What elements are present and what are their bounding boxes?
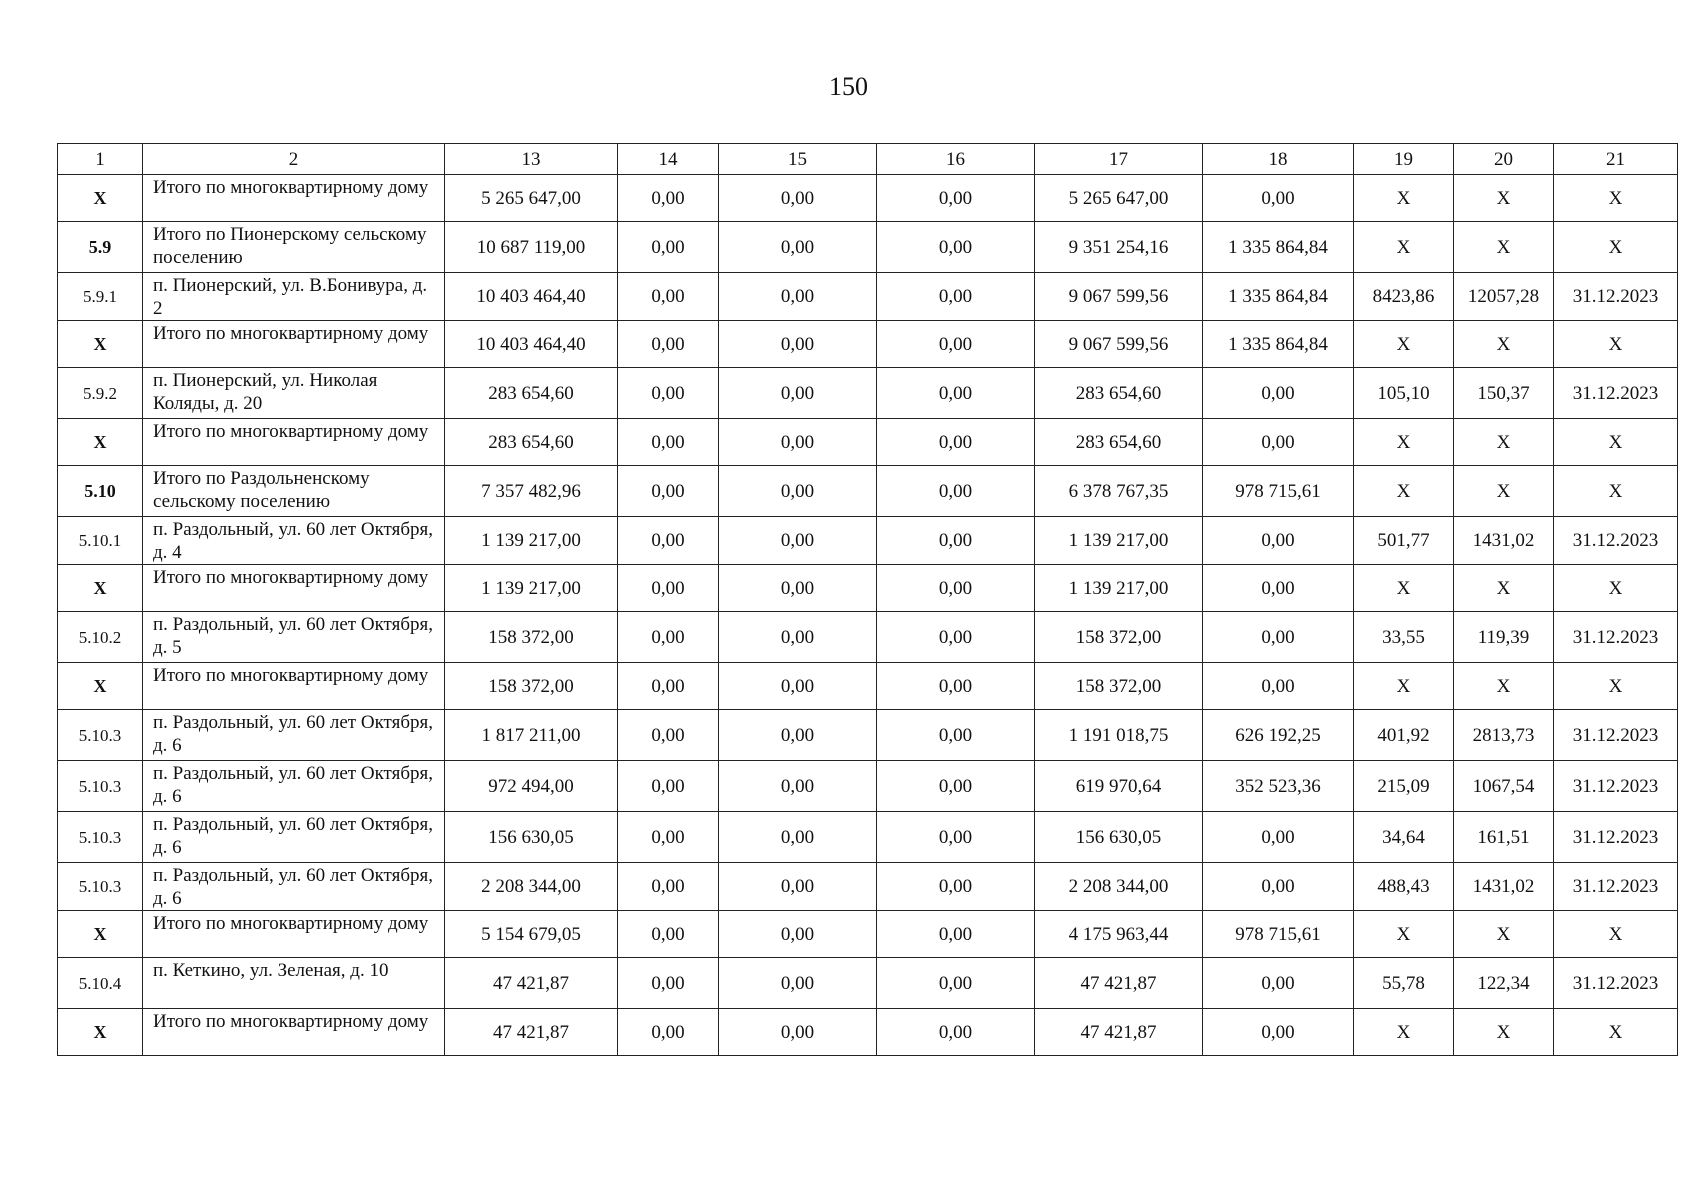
cell-col-13: 7 357 482,96 [445, 466, 618, 517]
row-number: X [58, 663, 143, 710]
cell-col-13: 10 403 464,40 [445, 321, 618, 368]
cell-col-20: 161,51 [1454, 812, 1554, 863]
cell-col-16: 0,00 [877, 863, 1035, 911]
cell-col-21: 31.12.2023 [1554, 517, 1678, 565]
cell-col-20: X [1454, 222, 1554, 273]
cell-col-17: 283 654,60 [1035, 419, 1203, 466]
address-cell: Итого по многоквартирному дому [143, 911, 445, 958]
cell-col-15: 0,00 [719, 222, 877, 273]
address-cell: п. Кеткино, ул. Зеленая, д. 10 [143, 958, 445, 1009]
column-header: 20 [1454, 144, 1554, 175]
cell-col-13: 158 372,00 [445, 612, 618, 663]
cell-col-18: 0,00 [1203, 612, 1354, 663]
address-cell: Итого по многоквартирному дому [143, 1009, 445, 1056]
cell-col-15: 0,00 [719, 958, 877, 1009]
cell-col-18: 0,00 [1203, 663, 1354, 710]
cell-col-18: 1 335 864,84 [1203, 321, 1354, 368]
table-row [58, 368, 1678, 419]
cell-col-20: X [1454, 419, 1554, 466]
cell-col-19: X [1354, 663, 1454, 710]
cell-col-19: X [1354, 911, 1454, 958]
column-header: 14 [618, 144, 719, 175]
address-cell: Итого по многоквартирному дому [143, 565, 445, 612]
row-number: 5.9.1 [58, 273, 143, 321]
cell-col-14: 0,00 [618, 517, 719, 565]
address-cell: Итого по многоквартирному дому [143, 321, 445, 368]
row-number: X [58, 175, 143, 222]
cell-col-17: 9 351 254,16 [1035, 222, 1203, 273]
table-row [58, 812, 1678, 863]
cell-col-16: 0,00 [877, 958, 1035, 1009]
column-header: 1 [58, 144, 143, 175]
table-row [58, 222, 1678, 273]
row-number: 5.10.3 [58, 710, 143, 761]
cell-col-14: 0,00 [618, 321, 719, 368]
row-number: 5.10.1 [58, 517, 143, 565]
cell-col-19: 55,78 [1354, 958, 1454, 1009]
cell-col-19: 401,92 [1354, 710, 1454, 761]
table-row [58, 565, 1678, 612]
row-number: X [58, 321, 143, 368]
cell-col-14: 0,00 [618, 565, 719, 612]
cell-col-19: X [1354, 1009, 1454, 1056]
cell-col-18: 978 715,61 [1203, 466, 1354, 517]
cell-col-18: 0,00 [1203, 958, 1354, 1009]
table-row [58, 175, 1678, 222]
cell-col-15: 0,00 [719, 761, 877, 812]
cell-col-16: 0,00 [877, 710, 1035, 761]
cell-col-13: 158 372,00 [445, 663, 618, 710]
cell-col-13: 5 154 679,05 [445, 911, 618, 958]
address-cell: п. Пионерский, ул. Николая Коляды, д. 20 [143, 368, 445, 419]
cell-col-14: 0,00 [618, 710, 719, 761]
cell-col-21: 31.12.2023 [1554, 612, 1678, 663]
cell-col-15: 0,00 [719, 863, 877, 911]
page-number: 150 [829, 72, 868, 101]
cell-col-15: 0,00 [719, 175, 877, 222]
cell-col-14: 0,00 [618, 911, 719, 958]
cell-col-16: 0,00 [877, 222, 1035, 273]
cell-col-20: X [1454, 663, 1554, 710]
cell-col-19: 488,43 [1354, 863, 1454, 911]
cell-col-16: 0,00 [877, 273, 1035, 321]
table-row [58, 273, 1678, 321]
cell-col-20: X [1454, 565, 1554, 612]
cell-col-21: X [1554, 911, 1678, 958]
cell-col-21: 31.12.2023 [1554, 710, 1678, 761]
cell-col-13: 10 403 464,40 [445, 273, 618, 321]
cell-col-20: 1431,02 [1454, 517, 1554, 565]
cell-col-15: 0,00 [719, 911, 877, 958]
table-row [58, 419, 1678, 466]
cell-col-18: 352 523,36 [1203, 761, 1354, 812]
table-row [58, 321, 1678, 368]
cell-col-17: 283 654,60 [1035, 368, 1203, 419]
cell-col-19: X [1354, 321, 1454, 368]
cell-col-17: 1 139 217,00 [1035, 565, 1203, 612]
row-number: 5.10 [58, 466, 143, 517]
cell-col-17: 158 372,00 [1035, 612, 1203, 663]
cell-col-17: 6 378 767,35 [1035, 466, 1203, 517]
row-number: 5.9.2 [58, 368, 143, 419]
address-cell: п. Раздольный, ул. 60 лет Октября, д. 6 [143, 761, 445, 812]
cell-col-17: 1 191 018,75 [1035, 710, 1203, 761]
table-row [58, 517, 1678, 565]
cell-col-16: 0,00 [877, 466, 1035, 517]
cell-col-21: 31.12.2023 [1554, 273, 1678, 321]
cell-col-15: 0,00 [719, 663, 877, 710]
cell-col-17: 619 970,64 [1035, 761, 1203, 812]
cell-col-13: 1 139 217,00 [445, 565, 618, 612]
cell-col-15: 0,00 [719, 1009, 877, 1056]
cell-col-21: 31.12.2023 [1554, 368, 1678, 419]
cell-col-18: 0,00 [1203, 175, 1354, 222]
cell-col-20: X [1454, 1009, 1554, 1056]
cell-col-18: 0,00 [1203, 812, 1354, 863]
column-header: 21 [1554, 144, 1678, 175]
address-cell: Итого по многоквартирному дому [143, 419, 445, 466]
cell-col-16: 0,00 [877, 612, 1035, 663]
cell-col-17: 9 067 599,56 [1035, 321, 1203, 368]
address-cell: п. Раздольный, ул. 60 лет Октября, д. 5 [143, 612, 445, 663]
cell-col-17: 5 265 647,00 [1035, 175, 1203, 222]
cell-col-20: X [1454, 175, 1554, 222]
cell-col-16: 0,00 [877, 812, 1035, 863]
cell-col-20: 1431,02 [1454, 863, 1554, 911]
cell-col-21: X [1554, 1009, 1678, 1056]
cell-col-17: 47 421,87 [1035, 1009, 1203, 1056]
cell-col-14: 0,00 [618, 663, 719, 710]
cell-col-13: 47 421,87 [445, 1009, 618, 1056]
column-header: 16 [877, 144, 1035, 175]
address-cell: п. Раздольный, ул. 60 лет Октября, д. 6 [143, 863, 445, 911]
table-row [58, 710, 1678, 761]
cell-col-14: 0,00 [618, 863, 719, 911]
address-cell: Итого по Пионерскому сельскому поселению [143, 222, 445, 273]
data-table [57, 143, 1678, 1056]
cell-col-20: X [1454, 911, 1554, 958]
cell-col-19: 501,77 [1354, 517, 1454, 565]
cell-col-15: 0,00 [719, 710, 877, 761]
cell-col-17: 1 139 217,00 [1035, 517, 1203, 565]
cell-col-18: 1 335 864,84 [1203, 222, 1354, 273]
cell-col-21: X [1554, 175, 1678, 222]
cell-col-17: 2 208 344,00 [1035, 863, 1203, 911]
cell-col-18: 0,00 [1203, 368, 1354, 419]
column-header: 17 [1035, 144, 1203, 175]
cell-col-20: X [1454, 321, 1554, 368]
column-header: 18 [1203, 144, 1354, 175]
cell-col-16: 0,00 [877, 419, 1035, 466]
cell-col-15: 0,00 [719, 612, 877, 663]
cell-col-20: 2813,73 [1454, 710, 1554, 761]
cell-col-20: 12057,28 [1454, 273, 1554, 321]
cell-col-21: X [1554, 419, 1678, 466]
cell-col-18: 0,00 [1203, 565, 1354, 612]
cell-col-14: 0,00 [618, 368, 719, 419]
address-cell: п. Пионерский, ул. В.Бонивура, д. 2 [143, 273, 445, 321]
cell-col-16: 0,00 [877, 517, 1035, 565]
row-number: X [58, 419, 143, 466]
cell-col-18: 978 715,61 [1203, 911, 1354, 958]
cell-col-17: 158 372,00 [1035, 663, 1203, 710]
cell-col-15: 0,00 [719, 812, 877, 863]
cell-col-14: 0,00 [618, 958, 719, 1009]
row-number: 5.10.3 [58, 761, 143, 812]
cell-col-19: X [1354, 466, 1454, 517]
cell-col-19: 33,55 [1354, 612, 1454, 663]
address-cell: Итого по многоквартирному дому [143, 663, 445, 710]
table-row [58, 663, 1678, 710]
cell-col-19: X [1354, 565, 1454, 612]
cell-col-20: X [1454, 466, 1554, 517]
cell-col-13: 156 630,05 [445, 812, 618, 863]
cell-col-19: 215,09 [1354, 761, 1454, 812]
cell-col-21: X [1554, 663, 1678, 710]
column-header: 15 [719, 144, 877, 175]
row-number: X [58, 565, 143, 612]
cell-col-16: 0,00 [877, 761, 1035, 812]
cell-col-20: 150,37 [1454, 368, 1554, 419]
cell-col-15: 0,00 [719, 466, 877, 517]
cell-col-15: 0,00 [719, 419, 877, 466]
cell-col-15: 0,00 [719, 368, 877, 419]
cell-col-16: 0,00 [877, 911, 1035, 958]
cell-col-13: 5 265 647,00 [445, 175, 618, 222]
column-header: 13 [445, 144, 618, 175]
cell-col-21: X [1554, 222, 1678, 273]
cell-col-21: 31.12.2023 [1554, 761, 1678, 812]
cell-col-13: 1 817 211,00 [445, 710, 618, 761]
cell-col-18: 0,00 [1203, 419, 1354, 466]
address-cell: п. Раздольный, ул. 60 лет Октября, д. 4 [143, 517, 445, 565]
address-cell: Итого по многоквартирному дому [143, 175, 445, 222]
cell-col-19: X [1354, 222, 1454, 273]
cell-col-17: 47 421,87 [1035, 958, 1203, 1009]
cell-col-20: 122,34 [1454, 958, 1554, 1009]
cell-col-19: 8423,86 [1354, 273, 1454, 321]
cell-col-14: 0,00 [618, 273, 719, 321]
column-header: 2 [143, 144, 445, 175]
cell-col-18: 0,00 [1203, 517, 1354, 565]
cell-col-14: 0,00 [618, 222, 719, 273]
cell-col-14: 0,00 [618, 1009, 719, 1056]
cell-col-19: 34,64 [1354, 812, 1454, 863]
cell-col-21: X [1554, 565, 1678, 612]
cell-col-14: 0,00 [618, 419, 719, 466]
cell-col-18: 626 192,25 [1203, 710, 1354, 761]
cell-col-17: 156 630,05 [1035, 812, 1203, 863]
cell-col-16: 0,00 [877, 175, 1035, 222]
cell-col-17: 9 067 599,56 [1035, 273, 1203, 321]
cell-col-15: 0,00 [719, 565, 877, 612]
table-row [58, 911, 1678, 958]
cell-col-18: 0,00 [1203, 1009, 1354, 1056]
cell-col-16: 0,00 [877, 368, 1035, 419]
cell-col-21: 31.12.2023 [1554, 863, 1678, 911]
table-row [58, 863, 1678, 911]
table-row [58, 958, 1678, 1009]
cell-col-18: 1 335 864,84 [1203, 273, 1354, 321]
cell-col-21: 31.12.2023 [1554, 812, 1678, 863]
column-header: 19 [1354, 144, 1454, 175]
cell-col-19: X [1354, 175, 1454, 222]
cell-col-13: 10 687 119,00 [445, 222, 618, 273]
table-row [58, 466, 1678, 517]
address-cell: п. Раздольный, ул. 60 лет Октября, д. 6 [143, 710, 445, 761]
cell-col-16: 0,00 [877, 565, 1035, 612]
row-number: 5.9 [58, 222, 143, 273]
address-cell: Итого по Раздольненскому сельскому поселению [143, 466, 445, 517]
table-row [58, 1009, 1678, 1056]
cell-col-16: 0,00 [877, 1009, 1035, 1056]
row-number: 5.10.3 [58, 812, 143, 863]
address-cell: п. Раздольный, ул. 60 лет Октября, д. 6 [143, 812, 445, 863]
cell-col-13: 283 654,60 [445, 419, 618, 466]
table-row [58, 761, 1678, 812]
header-row [58, 144, 1678, 175]
row-number: 5.10.4 [58, 958, 143, 1009]
cell-col-15: 0,00 [719, 273, 877, 321]
cell-col-14: 0,00 [618, 812, 719, 863]
cell-col-19: X [1354, 419, 1454, 466]
cell-col-13: 283 654,60 [445, 368, 618, 419]
row-number: 5.10.3 [58, 863, 143, 911]
cell-col-13: 2 208 344,00 [445, 863, 618, 911]
cell-col-14: 0,00 [618, 466, 719, 517]
cell-col-17: 4 175 963,44 [1035, 911, 1203, 958]
cell-col-21: X [1554, 321, 1678, 368]
cell-col-13: 1 139 217,00 [445, 517, 618, 565]
table-body [58, 144, 1678, 1056]
cell-col-20: 119,39 [1454, 612, 1554, 663]
cell-col-15: 0,00 [719, 517, 877, 565]
row-number: X [58, 1009, 143, 1056]
cell-col-14: 0,00 [618, 175, 719, 222]
cell-col-13: 47 421,87 [445, 958, 618, 1009]
cell-col-14: 0,00 [618, 761, 719, 812]
cell-col-14: 0,00 [618, 612, 719, 663]
table-row [58, 612, 1678, 663]
cell-col-20: 1067,54 [1454, 761, 1554, 812]
cell-col-13: 972 494,00 [445, 761, 618, 812]
cell-col-21: X [1554, 466, 1678, 517]
cell-col-18: 0,00 [1203, 863, 1354, 911]
cell-col-15: 0,00 [719, 321, 877, 368]
cell-col-19: 105,10 [1354, 368, 1454, 419]
cell-col-16: 0,00 [877, 321, 1035, 368]
cell-col-16: 0,00 [877, 663, 1035, 710]
row-number: 5.10.2 [58, 612, 143, 663]
cell-col-21: 31.12.2023 [1554, 958, 1678, 1009]
row-number: X [58, 911, 143, 958]
